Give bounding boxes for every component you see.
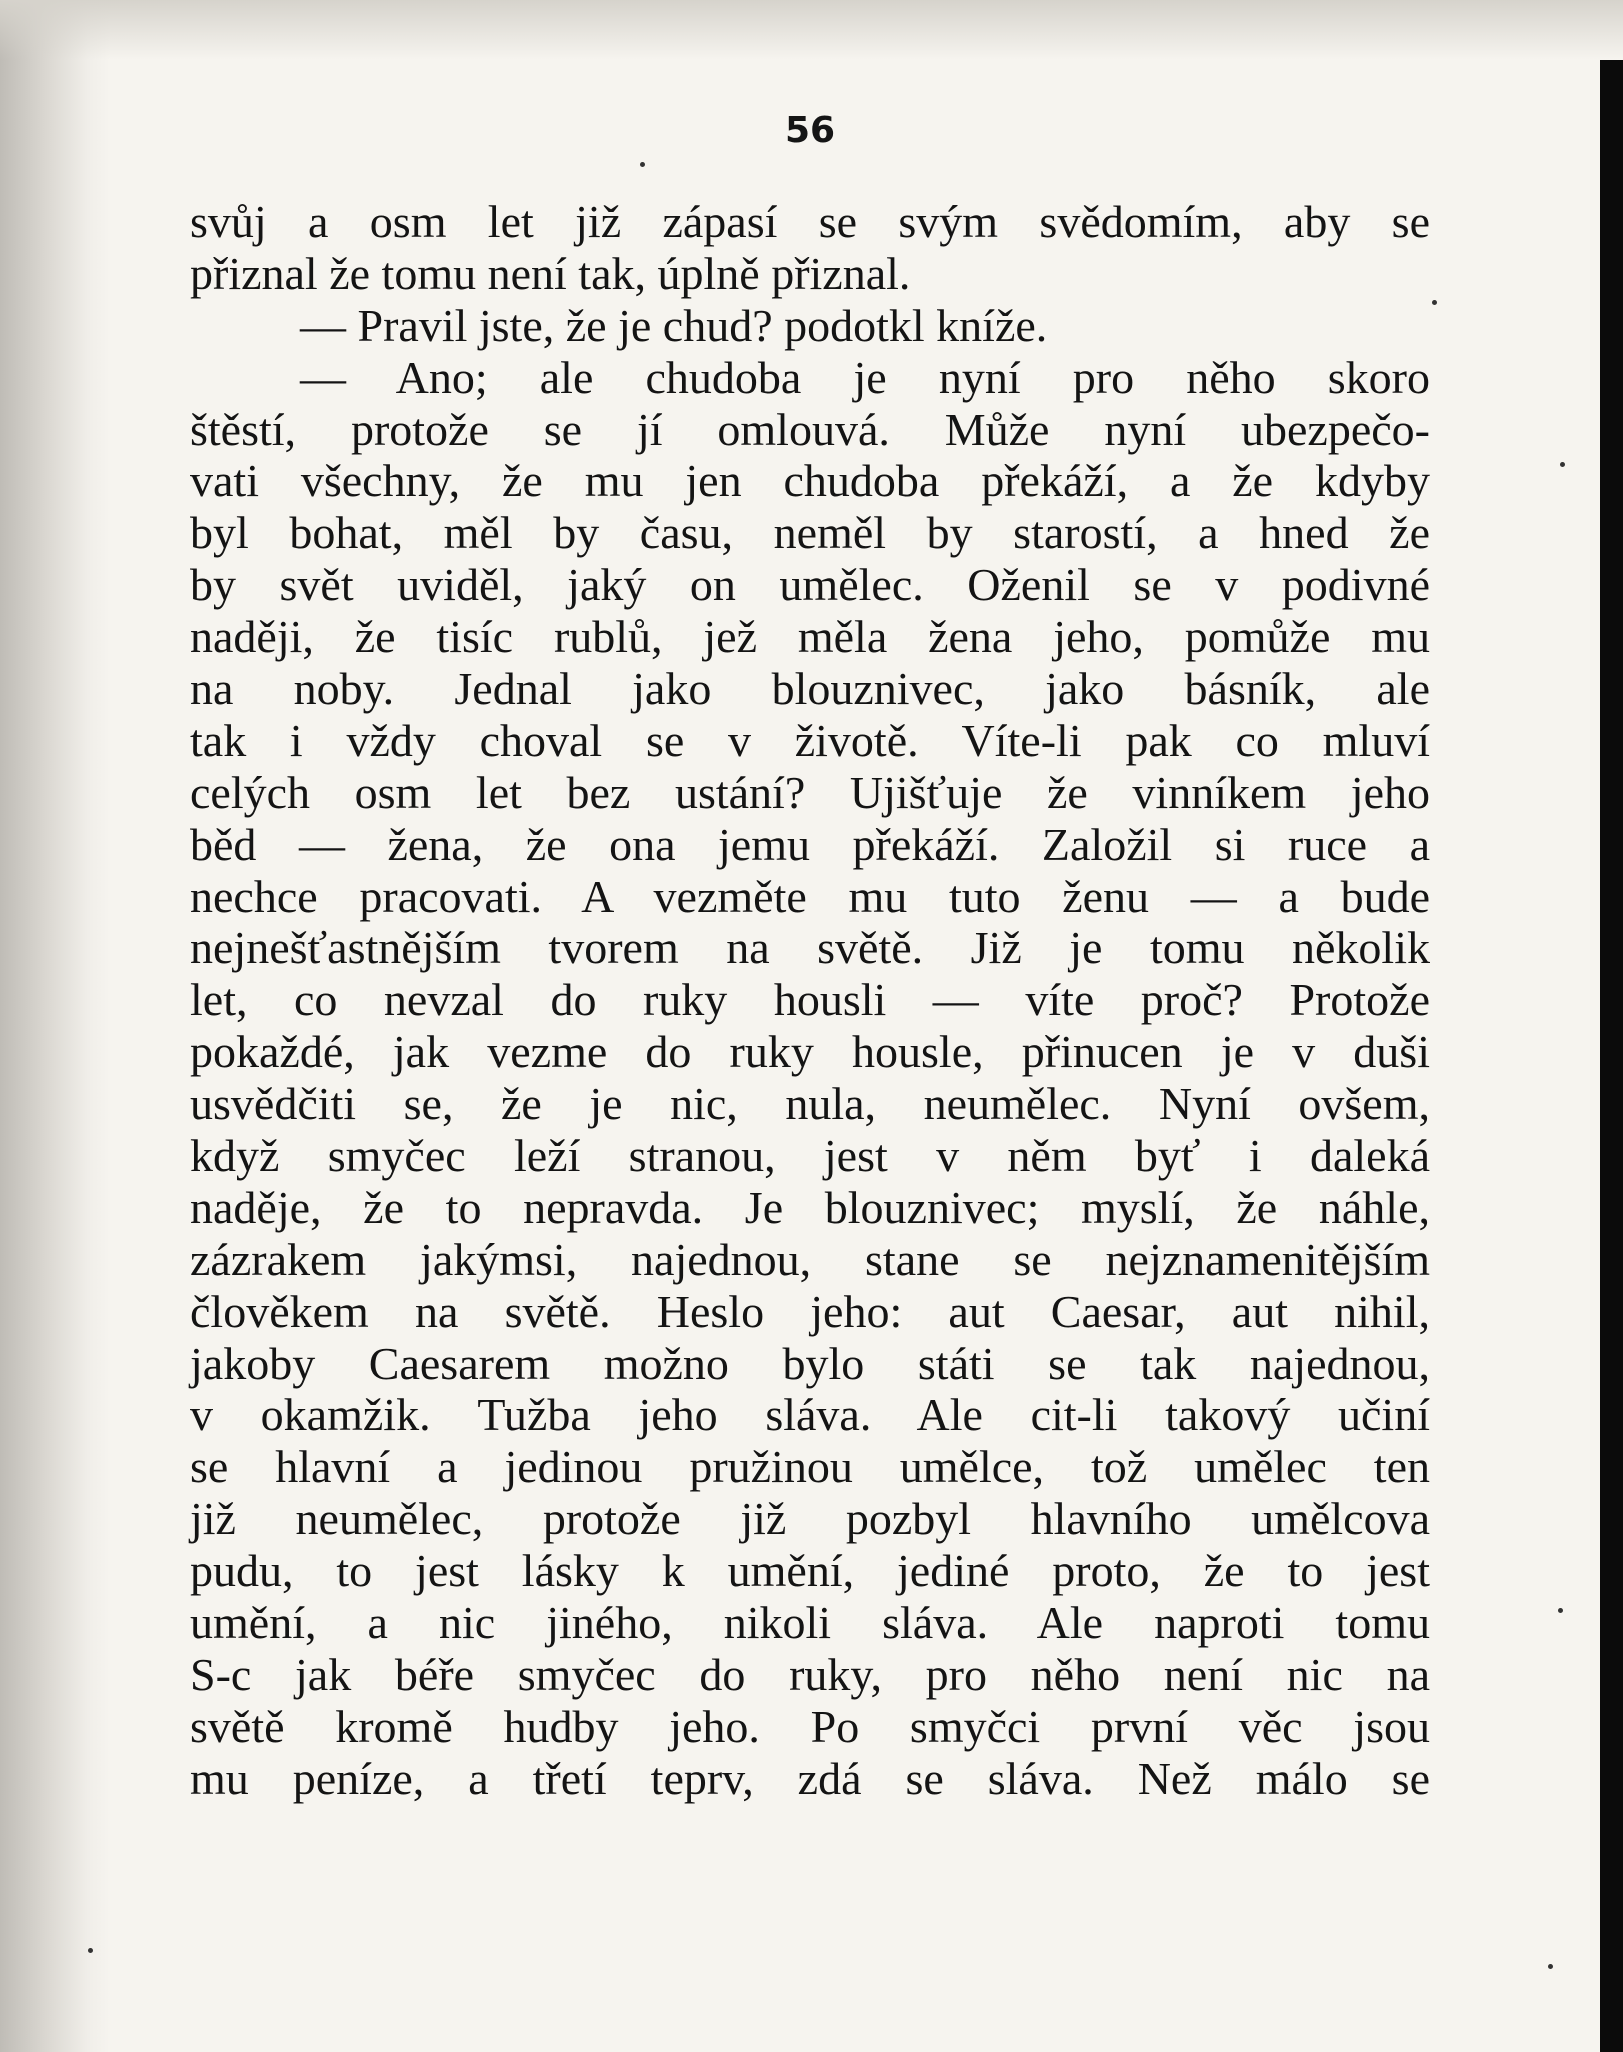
text-line: světě kromě hudby jeho. Po smyčci první věc jsou	[190, 1700, 1430, 1752]
text-line: S-c jak béře smyčec do ruky, pro něho není nic na	[190, 1648, 1430, 1700]
text-line: již neumělec, protože již pozbyl hlavního umělcova	[190, 1493, 1430, 1545]
page-number: 56	[784, 110, 836, 151]
text-line: umění, a nic jiného, nikoli sláva. Ale naproti tomu	[190, 1597, 1430, 1649]
text-line: když smyčec leží stranou, jest v něm byť i daleká	[190, 1130, 1430, 1182]
text-line: naděje, že to nepravda. Je blouznivec; myslí, že náhle,	[190, 1181, 1430, 1233]
body-text	[190, 196, 1430, 1805]
text-line: mu peníze, a třetí teprv, zdá se sláva. Než málo se	[190, 1752, 1430, 1804]
dust-speck	[88, 1948, 93, 1953]
text-line: nejnešťastnějším tvorem na světě. Již je tomu několik	[190, 922, 1430, 974]
text-line: — Ano; ale chudoba je nyní pro něho skoro	[300, 351, 1430, 403]
text-line: nechce pracovati. A vezměte mu tuto ženu — a bude	[190, 870, 1430, 922]
text-line: jakoby Caesarem možno bylo státi se tak najednou,	[190, 1337, 1430, 1389]
text-line: štěstí, protože se jí omlouvá. Může nyní ubezpečo-	[190, 403, 1430, 455]
text-line: celých osm let bez ustání? Ujišťuje že vinníkem jeho	[190, 766, 1430, 818]
scan-shadow-left	[0, 0, 110, 2052]
text-line: pokaždé, jak vezme do ruky housle, přinucen je v duši	[190, 1026, 1430, 1078]
dust-speck	[1548, 1964, 1553, 1969]
text-line: svůj a osm let již zápasí se svým svědomím, aby se	[190, 196, 1430, 247]
text-line: v okamžik. Tužba jeho sláva. Ale cit-li takový učiní	[190, 1389, 1430, 1441]
text-line: se hlavní a jedinou pružinou umělce, tož umělec ten	[190, 1441, 1430, 1493]
text-line: — Pravil jste, že je chud? podotkl kníže.	[300, 299, 1048, 351]
text-line: byl bohat, měl by času, neměl by starostí, a hned že	[190, 507, 1430, 559]
dust-speck	[1560, 462, 1565, 467]
scan-shadow-top	[0, 0, 1623, 60]
text-line: pudu, to jest lásky k umění, jediné proto, že to jest	[190, 1545, 1430, 1597]
dust-speck	[640, 162, 645, 167]
text-line: naději, že tisíc rublů, jež měla žena jeho, pomůže mu	[190, 611, 1430, 663]
page-edge-bar	[1600, 60, 1623, 2052]
text-line: vati všechny, že mu jen chudoba překáží, a že kdyby	[190, 455, 1430, 507]
text-line: by svět uviděl, jaký on umělec. Oženil se v podivné	[190, 559, 1430, 611]
text-line: usvědčiti se, že je nic, nula, neumělec. Nyní ovšem,	[190, 1078, 1430, 1130]
dust-speck	[1558, 1608, 1563, 1613]
dust-speck	[1432, 300, 1437, 305]
text-line: zázrakem jakýmsi, najednou, stane se nejznamenitějším	[190, 1233, 1430, 1285]
text-line: člověkem na světě. Heslo jeho: aut Caesar, aut nihil,	[190, 1285, 1430, 1337]
text-line: běd — žena, že ona jemu překáží. Založil si ruce a	[190, 818, 1430, 870]
text-line: tak i vždy choval se v životě. Víte-li pak co mluví	[190, 714, 1430, 766]
text-line: let, co nevzal do ruky housli — víte proč? Protože	[190, 974, 1430, 1026]
text-line: přiznal že tomu není tak, úplně přiznal.	[190, 247, 911, 299]
text-line: na noby. Jednal jako blouznivec, jako básník, ale	[190, 663, 1430, 715]
